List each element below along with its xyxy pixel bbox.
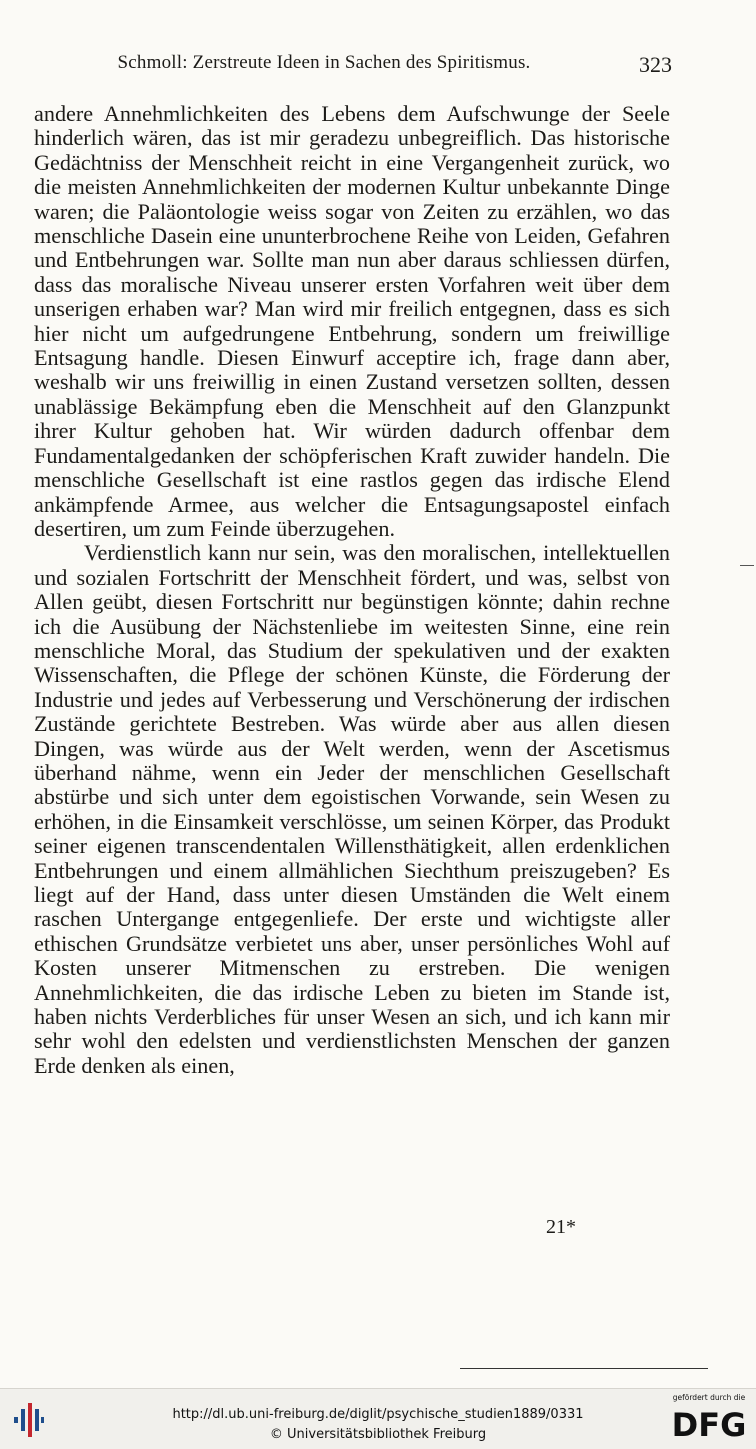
paragraph-1: andere Annehmlichkeiten des Lebens dem Aufschwunge der Seele hinderlich wären, das ist mir geradezu unbegreiflich. Das historische Gedächtniss der Menschheit reicht in eine Vergangenheit zurück, wo die meisten Annehmlichkeiten der modernen Kultur unbekannte Dinge waren; die Paläontologie weiss sogar von Zeiten zu erzählen, wo das menschliche Dasein eine ununterbrochene Reihe von Leiden, Gefahren und Entbehrungen war. Sollte man nun aber daraus schliessen dürfen, dass das moralische Niveau unserer ersten Vorfahren weit über dem unserigen erhaben war? Man wird mir freilich entgegnen, dass es sich hier nicht um aufgedrungene Entbehrung, sondern um freiwillige Entsagung handle. Diesen Einwurf acceptire ich, frage dann aber, weshalb wir uns freiwillig in einen Zustand versetzen sollten, dessen unablässige Bekämpfung eben die Menschheit auf den Glanzpunkt ihrer Kultur gehoben hat. Wir würden dadurch offenbar dem Fundamentalgedanken der schöpferischen Kraft zuwider handeln. Die menschliche Gesellschaft ist eine rastlos gegen das irdische Elend ankämpfende Armee, aus welcher die Entsagungsapostel einfach desertiren, um zum Feinde überzugehen. xyxy=(34,101,670,541)
bottom-rule xyxy=(460,1368,708,1369)
dfg-logo-icon xyxy=(670,1405,748,1443)
margin-mark xyxy=(740,565,754,566)
dfg-logo xyxy=(668,1393,750,1445)
copyright-notice: © Universitätsbibliothek Freiburg xyxy=(269,1427,487,1442)
main-text xyxy=(34,102,670,1078)
running-title: Schmoll: Zerstreute Ideen in Sachen des Spiritismus. xyxy=(117,52,531,73)
permalink-url[interactable]: http://dl.ub.uni-freiburg.de/diglit/psychische_studien1889/0331 xyxy=(172,1407,584,1422)
funder-note: gefördert durch die xyxy=(672,1393,746,1402)
running-header xyxy=(36,52,672,82)
dfg-logo-text: DFG xyxy=(671,1406,747,1443)
viewer-footer xyxy=(0,1388,756,1449)
signature-mark: 21* xyxy=(546,1216,576,1238)
page-number: 323 xyxy=(639,52,672,77)
paragraph-2: Verdienstlich kann nur sein, was den moralischen, intellektuellen und sozialen Fortschritt der Menschheit fördert, und was, selbst von Allen geübt, diesen Fortschritt nur begünstigen könnte; dahin rechne ich die Ausübung der Nächstenliebe im weitesten Sinne, eine rein menschliche Moral, das Studium der spekulativen und der exakten Wissenschaften, die Pflege der schönen Künste, die Förderung der Industrie und jedes auf Verbesserung und Verschönerung der irdischen Zustände gerichtete Bestreben. Was würde aber aus allen diesen Dingen, was würde aus der Welt werden, wenn der Ascetismus überhand nähme, wenn ein Jeder der menschlichen Gesellschaft abstürbe und sich unter dem egoistischen Vorwande, sein Wesen zu erhöhen, in die Einsamkeit verschlösse, um seinen Körper, das Produkt seiner eigenen transcendentalen Willensthätigkeit, allen erdenklichen Entbehrungen und einem allmählichen Siechthum preiszugeben? Es liegt auf der Hand, dass unter diesen Umständen die Welt einem raschen Untergange entgegenliefe. Der erste und wichtigste aller ethischen Grundsätze verbietet uns aber, unser persönliches Wohl auf Kosten unserer Mitmenschen zu erstreben. Die wenigen Annehmlichkeiten, die das irdische Leben zu bieten im Stande ist, haben nichts Verderbliches für unser Wesen an sich, und ich kann mir sehr wohl den edelsten und verdienstlichsten Menschen der ganzen Erde denken als einen, xyxy=(34,540,670,1078)
